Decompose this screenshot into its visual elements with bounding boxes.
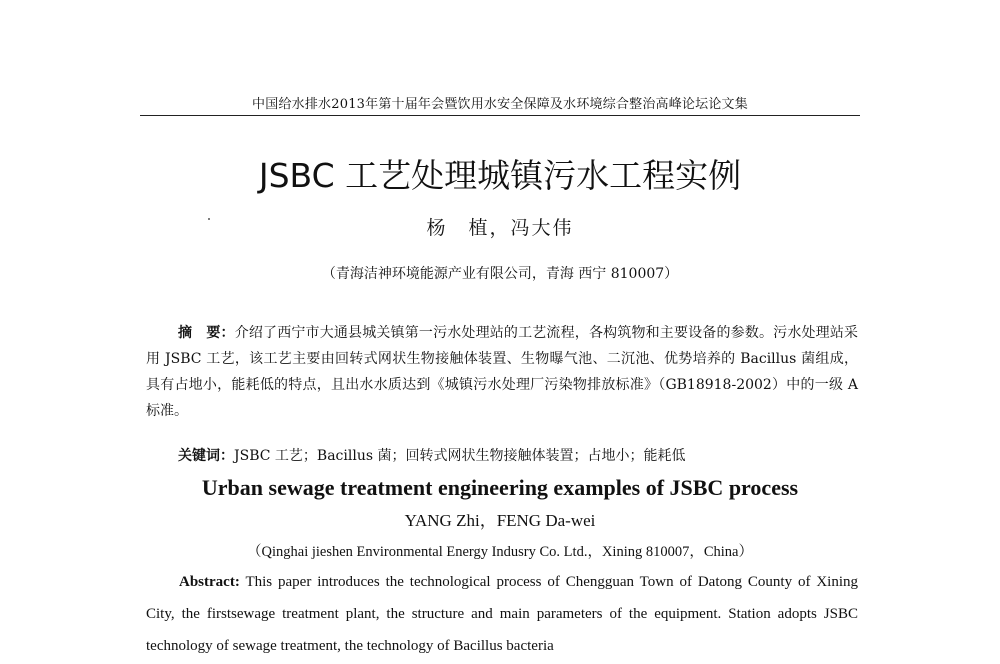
- running-header: 中国给水排水2013年第十届年会暨饮用水安全保障及水环境综合整治高峰论坛论文集: [252, 97, 748, 112]
- paper-title-en: Urban sewage treatment engineering examples of JSBC process: [201, 475, 799, 500]
- abstract-en: [146, 566, 858, 662]
- keywords-cn-label: 关键词：: [178, 448, 234, 464]
- affiliation-cn: （青海洁神环境能源产业有限公司，青海 西宁 810007）: [321, 266, 679, 282]
- abstract-en-label: Abstract:: [179, 574, 240, 590]
- keywords-cn-text: JSBC 工艺；Bacillus 菌；回转式网状生物接触体装置；占地小；能耗低: [234, 448, 686, 464]
- abstract-cn-label: 摘 要：: [178, 325, 235, 341]
- header-rule: [140, 115, 860, 116]
- abstract-en-text: This paper introduces the technological process of Chengguan Town of Datong County of Xining City, the firstsewage treatment plant, the structure and main parameters of the equipment. Station adopts JSBC technology of sewage treatment, the technology of Bacillus bacteria: [146, 574, 858, 654]
- paper-title-cn: JSBC 工艺处理城镇污水工程实例: [258, 156, 742, 195]
- abstract-cn: [146, 320, 858, 424]
- authors-en: YANG Zhi，FENG Da-wei: [404, 511, 596, 530]
- authors-cn: 杨 植，冯大伟: [426, 217, 574, 239]
- keywords-cn: [178, 445, 858, 465]
- affiliation-en: （Qinghai jieshen Environmental Energy Indusry Co. Ltd.，Xining 810007，China）: [247, 544, 753, 560]
- abstract-cn-text: 介绍了西宁市大通县城关镇第一污水处理站的工艺流程，各构筑物和主要设备的参数。污水处理站采用 JSBC 工艺，该工艺主要由回转式网状生物接触体装置、生物曝气池、二沉池、优势培养的 Bacillus 菌组成，具有占地小，能耗低的特点，且出水水质达到《城镇污水处理厂污染物排放标准》（GB18918-2002）中的一级 A 标准。: [146, 325, 859, 419]
